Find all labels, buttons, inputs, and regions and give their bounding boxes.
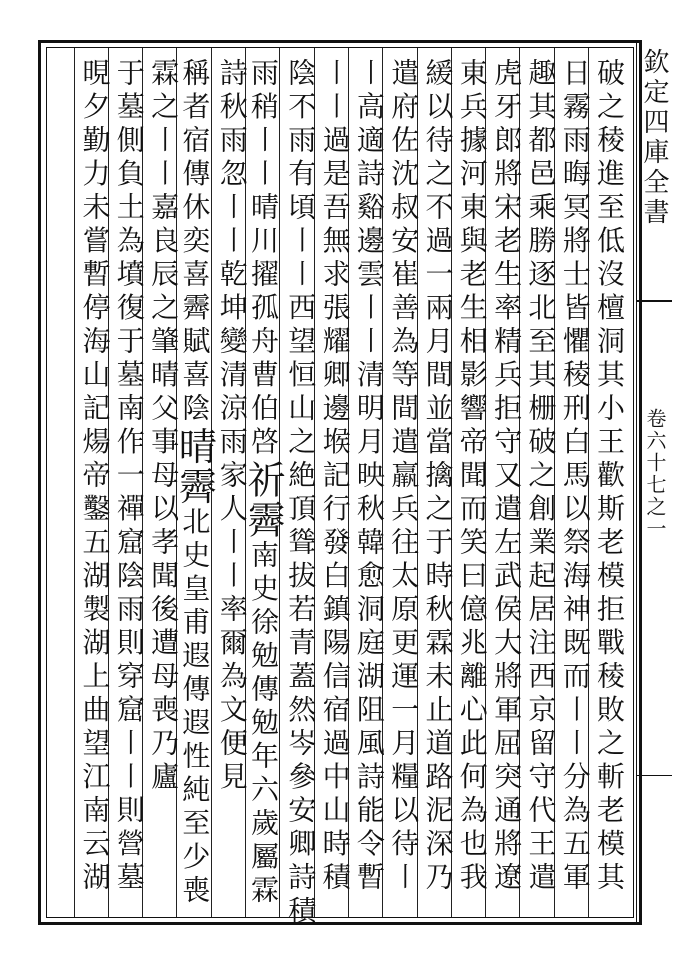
column-text: 趣其都邑乘勝逐北至其栅破之創業起居注西京留守代王遣	[524, 58, 558, 896]
column-text: 陰不雨有頃〡〡西望恒山之絶頂聳拔若青蓋然岑參安卿詩積	[284, 58, 318, 929]
text-column	[316, 58, 354, 908]
entry-heading: 晴霽	[172, 426, 217, 507]
margin-divider-top	[636, 300, 672, 302]
column-text: 父事母以孝聞後遭母喪乃廬	[147, 393, 181, 795]
text-column	[110, 58, 148, 908]
margin-volume-number: 卷六十七之一	[643, 408, 667, 540]
text-column	[590, 58, 628, 908]
column-text: 日霧雨晦冥將士皆懼稜刑白馬以祭海神既而〡〡分為五軍	[558, 58, 592, 896]
text-column	[172, 58, 217, 909]
entry-heading: 祈霽	[241, 460, 285, 540]
column-text: 〡高適詩谿邊雲〡〡清明月映秋韓愈洞庭湖阻風詩能令暫	[352, 58, 386, 896]
column-text: 〡〡過是吾無求張耀卿邊堠記行發白鎮陽信宿過中山時積	[318, 58, 352, 896]
text-column	[350, 58, 388, 908]
text-column	[144, 58, 182, 908]
column-text: 東兵據河東與老生相影響帝聞而笑曰億兆離心此何為也我	[455, 58, 489, 896]
text-column	[556, 58, 594, 908]
column-text-pre: 詩秋雨忽〡〡乾坤變清涼	[215, 58, 249, 427]
column-text: 破之稜進至低沒檀洞其小王歡斯老模拒戰稜敗之斬老模其	[593, 58, 626, 896]
column-text: 晛夕勤力未嘗暫停海山記煬帝鑿五湖製湖上曲望江南云湖	[78, 58, 112, 896]
text-column	[453, 58, 491, 908]
text-column	[419, 58, 457, 908]
column-text: 北史皇甫遐傳遐性純至少喪	[178, 506, 212, 909]
text-column	[281, 58, 319, 929]
text-column	[384, 58, 422, 908]
column-text: 雨家人〡〡率爾為文便見	[215, 426, 249, 795]
margin-divider-bottom	[636, 775, 672, 776]
column-text: 緩以待之不過一兩月間並當擒之于時秋霖未止道路泥深乃	[421, 58, 455, 896]
margin-book-title: 欽定四庫全書	[639, 48, 669, 228]
text-column	[241, 58, 285, 909]
text-column	[521, 58, 559, 908]
text-column	[76, 58, 114, 908]
column-text: 南史徐勉傳勉年六歲屬霖	[247, 540, 280, 909]
text-column	[213, 58, 251, 908]
column-text-pre: 稱者宿傳休奕喜霽賦喜陰	[178, 58, 212, 427]
column-text: 于墓側負土為墳復于墓南作一禪窟陰雨則穿窟〡〡則營墓	[112, 58, 146, 896]
text-column	[487, 58, 525, 908]
column-text-pre: 雨稍〡〡晴川擢孤舟曹伯啓	[247, 58, 280, 460]
column-text-pre: 霖之〡〡嘉良辰之肇晴	[147, 58, 181, 393]
column-text: 虎牙郎將宋老生率精兵拒守又遣左武侯大將軍屈突通將遼	[490, 58, 524, 896]
column-rule	[74, 48, 75, 917]
column-text: 遣府佐沈叔安崔善為等間遣羸兵往太原更運一月糧以待〡	[387, 58, 421, 896]
